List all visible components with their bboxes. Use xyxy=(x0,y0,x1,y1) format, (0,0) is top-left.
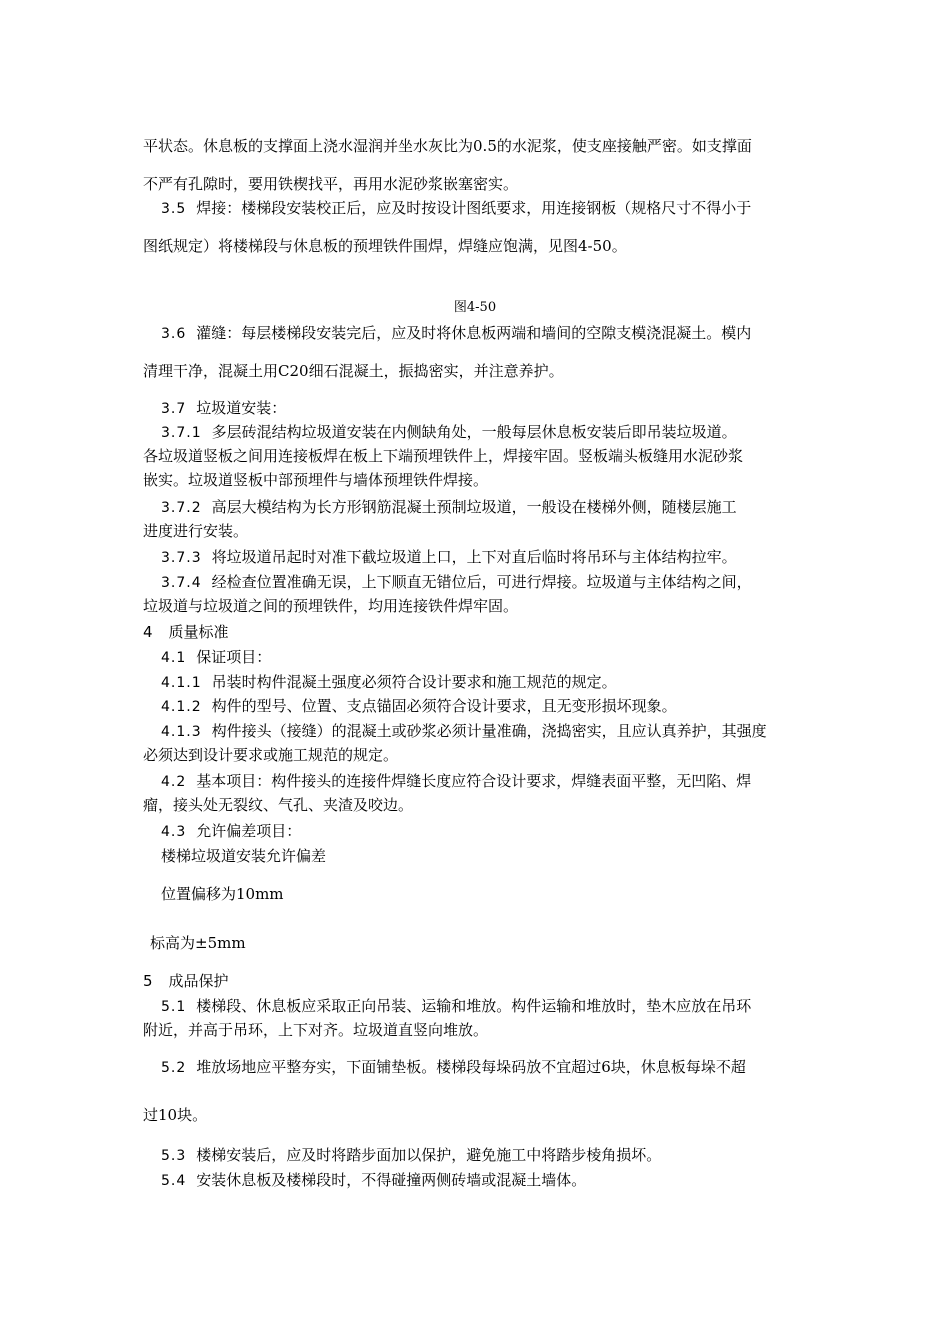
paragraph-line: 平状态。休息板的支撑面上浇水湿润并坐水灰比为0.5的水泥浆，使支座接触严密。如支撑面 xyxy=(143,137,752,155)
paragraph-text: 灌缝：每层楼梯段安装完后，应及时将休息板两端和墙间的空隙支模浇混凝土。模内 xyxy=(196,324,752,342)
clause-number: 4.1.3 xyxy=(161,724,202,740)
paragraph-line: 嵌实。垃圾道竖板中部预埋件与墙体预埋铁件焊接。 xyxy=(143,471,489,489)
paragraph-text: 构件的型号、位置、支点锚固必须符合设计要求，且无变形损坏现象。 xyxy=(211,697,677,715)
paragraph-text: 经检查位置准确无误，上下顺直无错位后，可进行焊接。垃圾道与主体结构之间， xyxy=(211,573,752,591)
paragraph-3-7-4 xyxy=(161,571,752,593)
paragraph-4-1 xyxy=(161,646,271,668)
paragraph-text: 堆放场地应平整夯实，下面铺垫板。楼梯段每垛码放不宜超过6块，休息板每垛不超 xyxy=(196,1058,746,1076)
paragraph-text: 将垃圾道吊起时对准下截垃圾道上口，上下对直后临时将吊环与主体结构拉牢。 xyxy=(211,548,737,566)
paragraph-text: 构件接头（接缝）的混凝土或砂浆必须计量准确，浇捣密实，且应认真养护，其强度 xyxy=(211,722,767,740)
paragraph-text: 楼梯安装后，应及时将踏步面加以保护，避免施工中将踏步棱角损坏。 xyxy=(196,1146,662,1164)
paragraph-text: 安装休息板及楼梯段时，不得碰撞两侧砖墙或混凝土墙体。 xyxy=(196,1171,587,1189)
clause-number: 5.2 xyxy=(161,1060,187,1076)
clause-number: 3.7.1 xyxy=(161,425,202,441)
paragraph-3-7-2 xyxy=(161,496,737,518)
paragraph-5-4 xyxy=(161,1169,586,1191)
paragraph-line: 必须达到设计要求或施工规范的规定。 xyxy=(143,746,399,764)
paragraph-5-1 xyxy=(161,995,751,1017)
paragraph-text: 保证项目： xyxy=(196,648,272,666)
paragraph-line: 过10块。 xyxy=(143,1106,208,1124)
paragraph-3-6 xyxy=(161,322,751,344)
paragraph-text: 吊装时构件混凝土强度必须符合设计要求和施工规范的规定。 xyxy=(211,673,617,691)
paragraph-4-3 xyxy=(161,820,301,842)
clause-number: 3.7.3 xyxy=(161,550,202,566)
paragraph-4-1-3 xyxy=(161,720,767,742)
paragraph-line: 清理干净，混凝土用C20细石混凝土，振捣密实，并注意养护。 xyxy=(143,362,564,380)
paragraph-text: 基本项目：构件接头的连接件焊缝长度应符合设计要求，焊缝表面平整，无凹陷、焊 xyxy=(196,772,752,790)
paragraph-4-2 xyxy=(161,770,751,792)
clause-number: 5.4 xyxy=(161,1173,187,1189)
paragraph-5-3 xyxy=(161,1144,661,1166)
paragraph-text: 垃圾道安装： xyxy=(196,399,287,417)
paragraph-line: 进度进行安装。 xyxy=(143,522,249,540)
paragraph-text: 焊接：楼梯段安装校正后，应及时按设计图纸要求，用连接钢板（规格尺寸不得小于 xyxy=(196,199,752,217)
clause-number: 3.6 xyxy=(161,326,187,342)
paragraph-text: 多层砖混结构垃圾道安装在内侧缺角处，一般每层休息板安装后即吊装垃圾道。 xyxy=(211,423,737,441)
section-number: 4 xyxy=(143,623,153,641)
paragraph-text: 高层大模结构为长方形钢筋混凝土预制垃圾道，一般设在楼梯外侧，随楼层施工 xyxy=(211,498,737,516)
paragraph-line: 垃圾道与垃圾道之间的预埋铁件，均用连接铁件焊牢固。 xyxy=(143,597,519,615)
clause-number: 4.1.1 xyxy=(161,675,202,691)
paragraph-text: 楼梯段、休息板应采取正向吊装、运输和堆放。构件运输和堆放时，垫木应放在吊环 xyxy=(196,997,752,1015)
paragraph-3-5 xyxy=(161,197,751,219)
section-title: 成品保护 xyxy=(168,972,229,990)
clause-number: 4.1.2 xyxy=(161,699,202,715)
section-heading-5 xyxy=(143,970,229,992)
section-title: 质量标准 xyxy=(168,623,229,641)
paragraph-line: 瘤，接头处无裂纹、气孔、夹渣及咬边。 xyxy=(143,796,414,814)
section-heading-4 xyxy=(143,621,229,643)
clause-number: 5.1 xyxy=(161,999,187,1015)
paragraph-3-7-3 xyxy=(161,546,737,568)
clause-number: 3.7 xyxy=(161,401,187,417)
paragraph-line: 图纸规定）将楼梯段与休息板的预埋铁件围焊，焊缝应饱满，见图4-50。 xyxy=(143,237,627,255)
tolerance-position: 位置偏移为10mm xyxy=(161,885,284,903)
clause-number: 4.3 xyxy=(161,824,187,840)
paragraph-5-2 xyxy=(161,1056,746,1078)
paragraph-3-7 xyxy=(161,397,286,419)
section-number: 5 xyxy=(143,972,153,990)
clause-number: 4.1 xyxy=(161,650,187,666)
clause-number: 3.7.4 xyxy=(161,575,202,591)
paragraph-line: 各垃圾道竖板之间用连接板焊在板上下端预埋铁件上，焊接牢固。竖板端头板缝用水泥砂浆 xyxy=(143,447,744,465)
paragraph-4-1-1 xyxy=(161,671,617,693)
paragraph-line: 不严有孔隙时，要用铁楔找平，再用水泥砂浆嵌塞密实。 xyxy=(143,175,519,193)
clause-number: 3.5 xyxy=(161,201,187,217)
paragraph-text: 允许偏差项目： xyxy=(196,822,302,840)
paragraph-4-1-2 xyxy=(161,695,677,717)
tolerance-elevation: 标高为±5mm xyxy=(150,934,246,952)
figure-caption: 图4-50 xyxy=(453,300,497,315)
clause-number: 5.3 xyxy=(161,1148,187,1164)
clause-number: 3.7.2 xyxy=(161,500,202,516)
clause-number: 4.2 xyxy=(161,774,187,790)
tolerance-title: 楼梯垃圾道安装允许偏差 xyxy=(161,847,327,865)
paragraph-3-7-1 xyxy=(161,421,737,443)
paragraph-line: 附近，并高于吊环，上下对齐。垃圾道直竖向堆放。 xyxy=(143,1021,489,1039)
